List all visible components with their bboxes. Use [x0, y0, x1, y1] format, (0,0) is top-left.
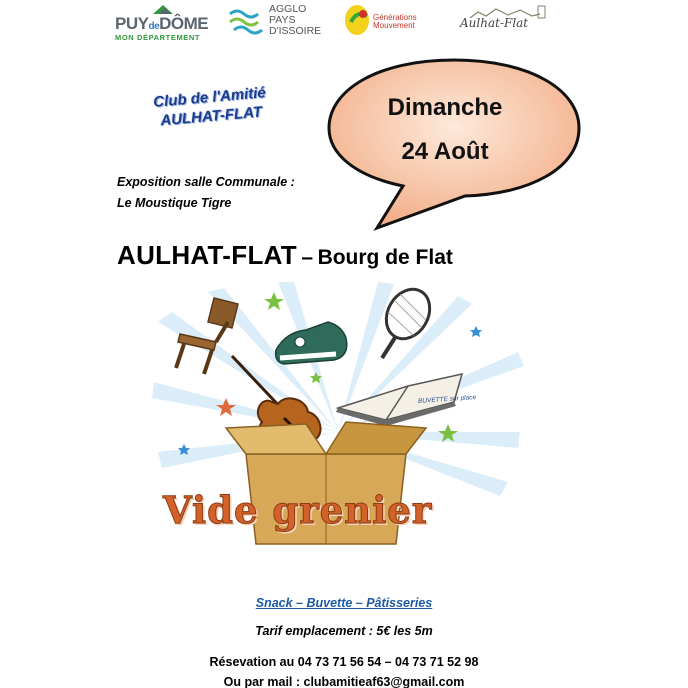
event-date: [345, 86, 545, 174]
event-day: Dimanche: [387, 94, 503, 121]
mountain-icon: [153, 4, 173, 14]
puy-de-dome-subtitle: MON DÉPARTEMENT: [115, 33, 201, 42]
agglo-issoire-logo: [228, 2, 323, 40]
event-date-value: 24 Août: [401, 138, 489, 165]
location-separator: –: [301, 246, 314, 269]
club-title-line1: Club de l'Amitié: [152, 84, 267, 111]
buvette-note: BUVETTE sur place: [417, 393, 477, 406]
food-offer: [0, 596, 688, 610]
food-offer-text: Snack – Buvette – Pâtisseries: [255, 596, 433, 610]
reservation-info: [0, 652, 688, 688]
location-town: AULHAT-FLAT: [117, 240, 297, 270]
exhibition-info: [117, 172, 295, 214]
sneaker-icon: [276, 322, 347, 364]
club-title-line2: AULHAT-FLAT: [159, 103, 263, 130]
generations-mouvement-logo: [343, 2, 433, 40]
vide-grenier-title: Vide grenier: [163, 488, 433, 532]
reservation-phone: Résevation au 04 73 71 56 54 – 04 73 71 52 98: [209, 655, 479, 669]
exhibition-line2: Le Moustique Tigre: [117, 196, 232, 210]
puy-de-dome-text: PUYdeDÔME: [115, 14, 209, 33]
agglo-text: AGGLO PAYS D'ISSOIRE: [269, 3, 322, 37]
generations-text: Générations Mouvement: [373, 13, 417, 30]
club-title: [153, 83, 269, 131]
partner-logos: [0, 0, 688, 50]
event-location: [117, 240, 453, 271]
exhibition-line1: Exposition salle Communale :: [117, 175, 295, 189]
aulhat-flat-logo-text: Aulhat-Flat: [460, 16, 529, 30]
agglo-wave-icon: [228, 6, 264, 36]
location-place: Bourg de Flat: [317, 246, 453, 269]
reservation-mail: Ou par mail : clubamitieaf63@gmail.com: [223, 675, 465, 688]
puy-de-dome-logo: [115, 4, 209, 42]
aulhat-flat-logo: [460, 4, 548, 38]
pitch-price: Tarif emplacement : 5€ les 5m: [255, 624, 433, 638]
